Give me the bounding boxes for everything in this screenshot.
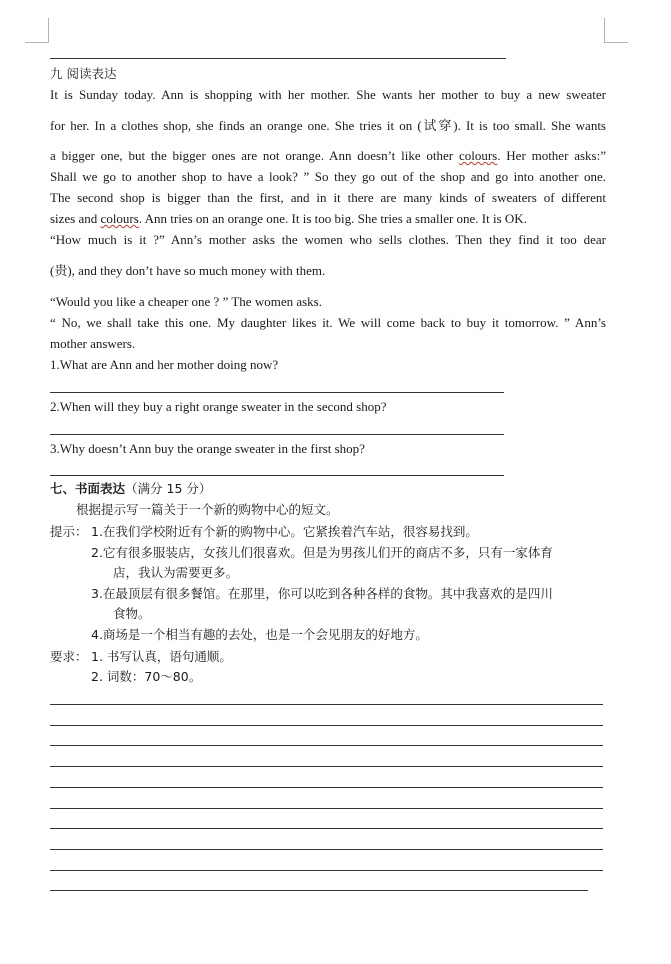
passage-line: (贵), and they don’t have so much money with them.: [50, 263, 326, 278]
passage-line: a bigger one, but the bigger ones are not orange. Ann doesn’t like other colours. Her mother asks:”: [50, 148, 606, 163]
hint-item: 2.它有很多服装店，女孩儿们很喜欢。但是为男孩儿们开的商店不多，只有一家体育: [91, 545, 553, 560]
passage-line: Shall we go to another shop to have a look? ” So they go out of the shop and go into another one.: [50, 169, 606, 184]
passage-line: for her. In a clothes shop, she finds an orange one. She tries it on (试穿). It is too small. She wants: [50, 118, 606, 133]
crop-mark-left: [25, 42, 49, 43]
question-1: 1.What are Ann and her mother doing now?: [50, 357, 279, 372]
requirement-item: 1. 书写认真，语句通顺。: [91, 649, 232, 664]
writing-line[interactable]: [50, 787, 603, 788]
writing-line[interactable]: [50, 745, 603, 746]
answer-line-2[interactable]: [50, 434, 504, 435]
writing-line[interactable]: [50, 808, 603, 809]
writing-line[interactable]: [50, 849, 603, 850]
writing-line[interactable]: [50, 828, 603, 829]
crop-mark-left: [48, 18, 49, 43]
top-answer-line: [50, 58, 506, 59]
spelling-mark: colours: [458, 148, 498, 163]
question-3: 3.Why doesn’t Ann buy the orange sweater in the first shop?: [50, 441, 365, 456]
spelling-mark: colours: [100, 211, 139, 226]
passage-line: mother answers.: [50, 336, 136, 351]
passage-line: “ No, we shall take this one. My daughter likes it. We will come back to buy it tomorrow. ” Ann’s: [50, 315, 606, 330]
hint-label: 提示：: [50, 524, 88, 539]
writing-line[interactable]: [50, 704, 603, 705]
hint-item: 1.在我们学校附近有个新的购物中心。它紧挨着汽车站，很容易找到。: [91, 524, 478, 539]
answer-line-3[interactable]: [50, 475, 504, 476]
answer-line-1[interactable]: [50, 392, 504, 393]
hint-item: 店，我认为需要更多。: [113, 565, 239, 580]
passage-line: “Would you like a cheaper one ? ” The women asks.: [50, 294, 322, 309]
hint-item: 3.在最顶层有很多餐馆。在那里，你可以吃到各种各样的食物。其中我喜欢的是四川: [91, 586, 553, 601]
requirement-label: 要求：: [50, 649, 88, 664]
writing-line[interactable]: [50, 870, 603, 871]
crop-mark-right: [604, 18, 605, 43]
hint-item: 食物。: [113, 606, 151, 621]
passage-line: sizes and colours. Ann tries on an orange one. It is too big. She tries a smaller one. It is OK.: [50, 211, 527, 226]
hint-item: 4.商场是一个相当有趣的去处，也是一个会见朋友的好地方。: [91, 627, 428, 642]
passage-line: “How much is it ?” Ann’s mother asks the women who sells clothes. Then they find it too dear: [50, 232, 606, 247]
crop-mark-right: [604, 42, 628, 43]
section-title-writing: 七、书面表达（满分 15 分）: [50, 481, 212, 496]
writing-line[interactable]: [50, 725, 603, 726]
writing-intro: 根据提示写一篇关于一个新的购物中心的短文。: [76, 502, 339, 517]
passage-line: The second shop is bigger than the first, and in it there are many kinds of sweaters of different: [50, 190, 606, 205]
requirement-item: 2. 词数：70～80。: [91, 669, 202, 684]
question-2: 2.When will they buy a right orange sweater in the second shop?: [50, 399, 387, 414]
writing-line[interactable]: [50, 766, 603, 767]
writing-line[interactable]: [50, 890, 588, 891]
passage-line: It is Sunday today. Ann is shopping with her mother. She wants her mother to buy a new sweater: [50, 87, 606, 102]
section-title-reading: 九 阅读表达: [50, 66, 117, 81]
